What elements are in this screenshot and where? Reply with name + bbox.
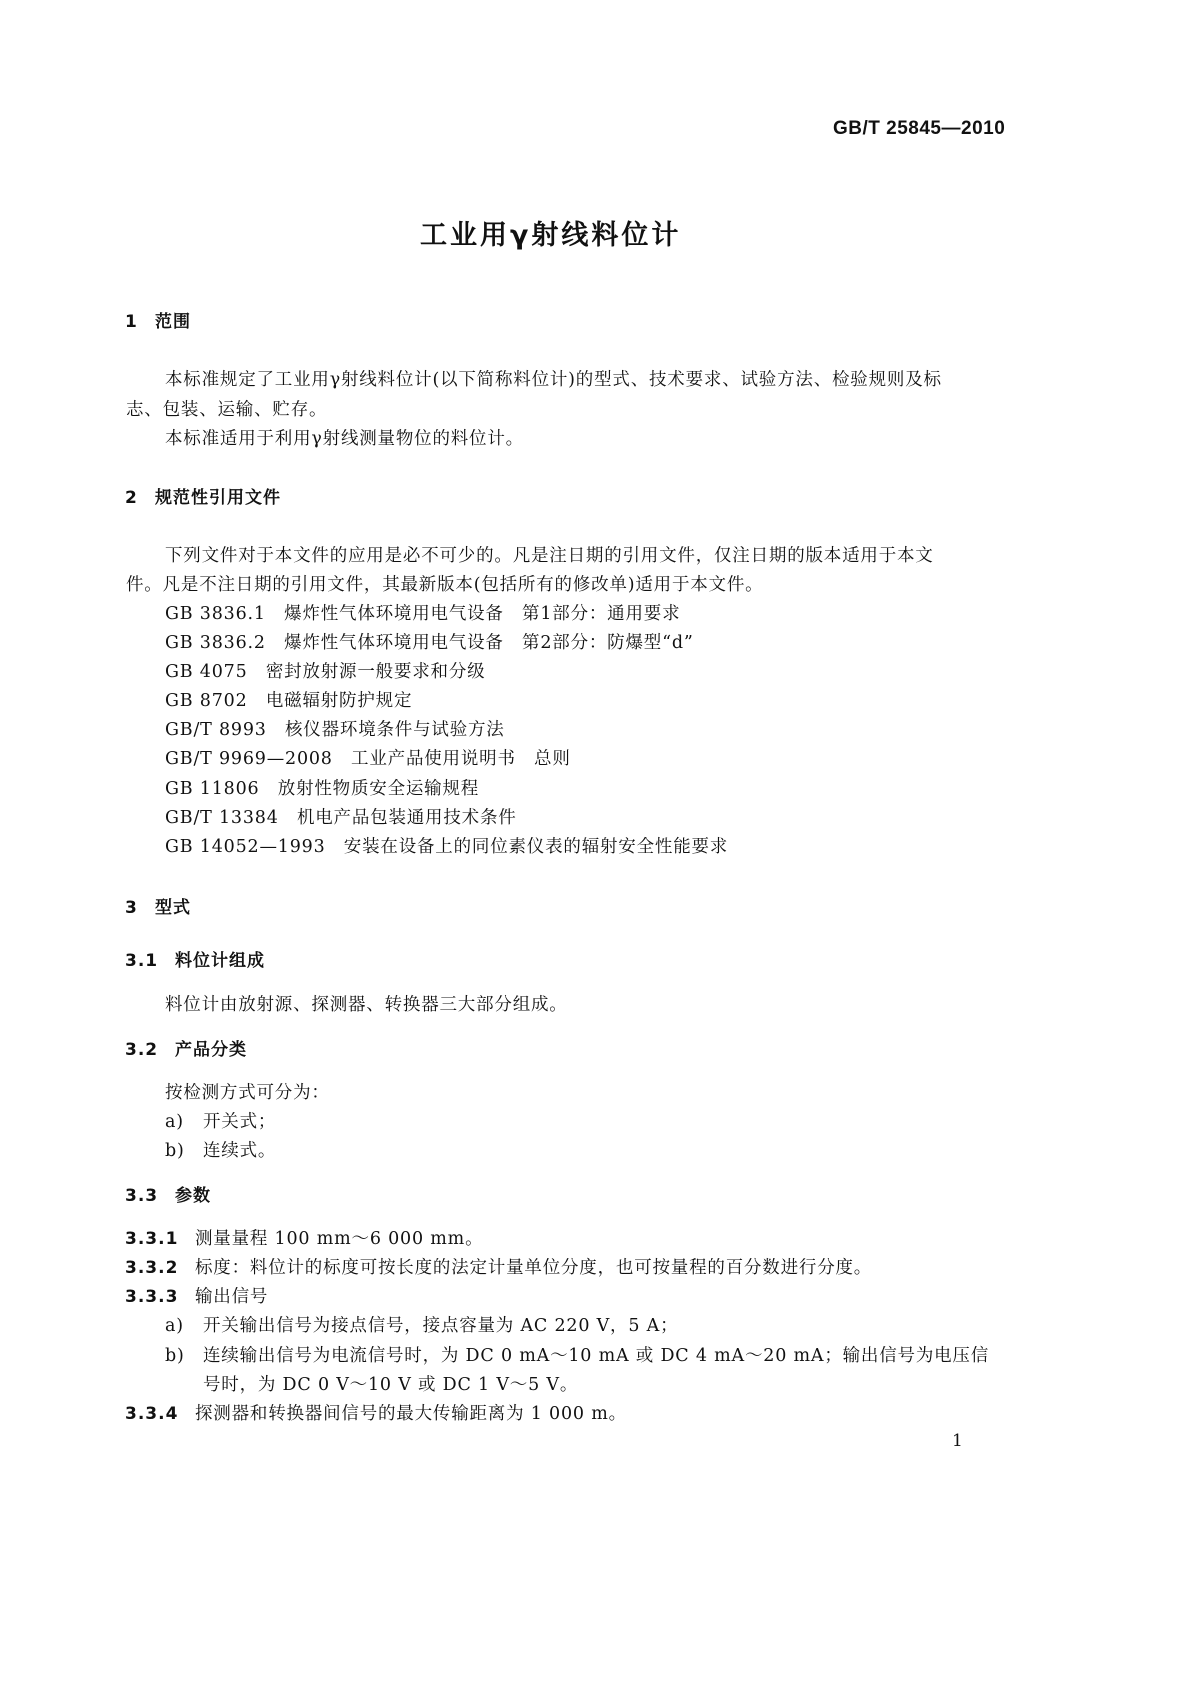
standard-code: GB/T 25845—2010 (833, 118, 1006, 139)
clause-text: 标度：料位计的标度可按长度的法定计量单位分度，也可按量程的百分数进行分度。 (195, 1258, 873, 1278)
clause-text: 输出信号 (195, 1287, 269, 1307)
reference-item: GB/T 8993 核仪器环境条件与试验方法 (165, 720, 505, 740)
reference-item: GB 3836.1 爆炸性气体环境用电气设备 第1部分：通用要求 (165, 604, 681, 624)
list-item-continuation: 号时，为 DC 0 V～10 V 或 DC 1 V～5 V。 (203, 1375, 579, 1395)
paragraph: 按检测方式可分为： (165, 1083, 330, 1103)
section-number: 1 (125, 312, 138, 332)
list-item (165, 1342, 989, 1367)
clause-number: 3.3.3 (125, 1287, 179, 1307)
paragraph: 本标准适用于利用γ射线测量物位的料位计。 (165, 429, 524, 449)
subsection-title: 料位计组成 (175, 951, 265, 971)
clause-3-3-3 (125, 1283, 268, 1308)
clause-number: 3.3.4 (125, 1404, 179, 1424)
paragraph: 料位计由放射源、探测器、转换器三大部分组成。 (165, 995, 568, 1015)
clause-3-3-1 (125, 1225, 483, 1250)
section-number: 2 (125, 488, 138, 508)
paragraph-line: 下列文件对于本文件的应用是必不可少的。凡是注日期的引用文件，仅注日期的版本适用于本文 (165, 546, 934, 566)
list-label: b) (165, 1346, 185, 1366)
reference-item: GB 11806 放射性物质安全运输规程 (165, 779, 480, 799)
section-3-heading (125, 893, 191, 918)
section-2-heading (125, 483, 281, 508)
section-title: 范围 (155, 312, 191, 332)
subsection-number: 3.2 (125, 1040, 159, 1060)
list-text: 连续输出信号为电流信号时，为 DC 0 mA～10 mA 或 DC 4 mA～20 mA；输出信号为电压信 (203, 1346, 990, 1366)
reference-item: GB 14052—1993 安装在设备上的同位素仪表的辐射安全性能要求 (165, 837, 729, 857)
clause-number: 3.3.2 (125, 1258, 179, 1278)
clause-3-3-4 (125, 1400, 627, 1425)
list-item (165, 1108, 276, 1133)
subsection-title: 产品分类 (175, 1040, 247, 1060)
subsection-3-3-heading (125, 1181, 211, 1206)
subsection-3-2-heading (125, 1035, 247, 1060)
list-text: 开关式； (203, 1112, 277, 1132)
clause-number: 3.3.1 (125, 1229, 179, 1249)
section-title: 规范性引用文件 (155, 488, 281, 508)
list-label: b) (165, 1141, 185, 1161)
list-item (165, 1312, 678, 1337)
list-label: a) (165, 1316, 184, 1336)
list-text: 连续式。 (203, 1141, 277, 1161)
reference-item: GB 4075 密封放射源一般要求和分级 (165, 662, 486, 682)
page-number: 1 (952, 1431, 963, 1451)
list-text: 开关输出信号为接点信号，接点容量为 AC 220 V，5 A； (203, 1316, 679, 1336)
paragraph-line: 志、包装、运输、贮存。 (126, 400, 328, 420)
clause-text: 测量量程 100 mm～6 000 mm。 (195, 1229, 484, 1249)
reference-item: GB/T 9969—2008 工业产品使用说明书 总则 (165, 749, 571, 769)
subsection-3-1-heading (125, 946, 265, 971)
reference-item: GB/T 13384 机电产品包装通用技术条件 (165, 808, 517, 828)
list-item (165, 1137, 276, 1162)
subsection-title: 参数 (175, 1186, 211, 1206)
document-title: 工业用γ射线料位计 (420, 220, 682, 251)
section-number: 3 (125, 898, 138, 918)
clause-text: 探测器和转换器间信号的最大传输距离为 1 000 m。 (195, 1404, 627, 1424)
reference-item: GB 3836.2 爆炸性气体环境用电气设备 第2部分：防爆型“d” (165, 633, 694, 653)
paragraph-line: 件。凡是不注日期的引用文件，其最新版本(包括所有的修改单)适用于本文件。 (126, 575, 764, 595)
subsection-number: 3.1 (125, 951, 159, 971)
section-title: 型式 (155, 898, 191, 918)
list-label: a) (165, 1112, 184, 1132)
clause-3-3-2 (125, 1254, 872, 1279)
paragraph-line: 本标准规定了工业用γ射线料位计(以下简称料位计)的型式、技术要求、试验方法、检验规则及标 (165, 370, 942, 390)
reference-item: GB 8702 电磁辐射防护规定 (165, 691, 413, 711)
subsection-number: 3.3 (125, 1186, 159, 1206)
section-1-heading (125, 307, 191, 332)
